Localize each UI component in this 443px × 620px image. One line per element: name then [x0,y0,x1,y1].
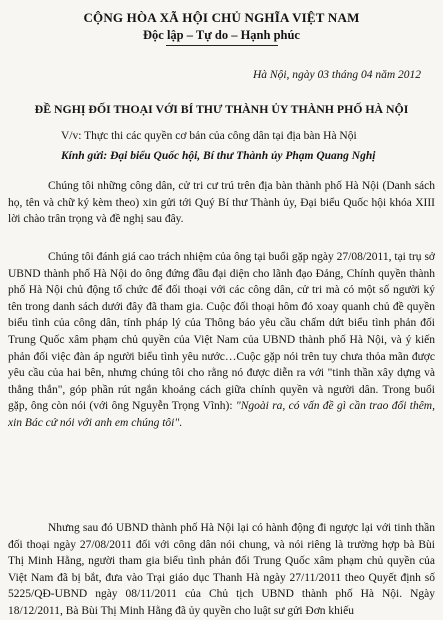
paragraph-followup: Nhưng sau đó UBND thành phố Hà Nội lại có hành động đi ngược lại với tinh thần đối thoại ngày 27/08/2011 đối với công dân nói chung, và nói riêng là trường hợp bà Bùi Thị Minh Hằng, người tham gia biểu tình phản đối Trung Quốc xâm phạm chủ quyền của Việt Nam đã bị bắt, đưa vào Trại giáo dục Thanh Hà ngày 27/11/2011 theo Quyết định số 5225/QĐ-UBND ngày 08/11/2011 của Chủ tịch UBND thành phố Hà Nội. Ngày 18/12/2011, Bà Bùi Thị Minh Hằng đã ủy quyền cho luật sư gửi Đơn khiếu [8,522,435,617]
header-underline [166,45,278,46]
date-line: Hà Nội, ngày 03 tháng 04 năm 2012 [252,69,421,81]
country-header: CỘNG HÒA XÃ HỘI CHỦ NGHĨA VIỆT NAM [83,10,360,25]
document-title: ĐỀ NGHỊ ĐỐI THOẠI VỚI BÍ THƯ THÀNH ỦY THÀNH PHỐ HÀ NỘI [34,102,409,116]
motto-header: Độc lập – Tự do – Hạnh phúc [143,28,300,42]
paragraph-intro: Chúng tôi những công dân, cử tri cư trú trên địa bàn thành phố Hà Nội (Danh sách họ, tên và chữ ký kèm theo) xin gửi tới Quý Bí thư Thành ủy, Đại biểu Quốc hội khóa XIII lời chào trân trọng và đề nghị sau đây. [8,180,435,226]
paragraph-meeting-quote: "Ngoài ra, có vấn đề gì cần trao đổi thêm, xin Bác cứ nói với anh em chúng tôi" [8,400,435,429]
recipient-line: Kính gửi: Đại biểu Quốc hội, Bí thư Thành ủy Phạm Quang Nghị [61,150,376,162]
paragraph-meeting-text: Chúng tôi đánh giá cao trách nhiệm của ông tại buổi gặp ngày 27/08/2011, tại trụ sở UBND thành phố Hà Nội do ông đứng đầu đại diện cho lãnh đạo Đảng, Chính quyền thành phố Hà Nội chủ động tổ chức để đối thoại với các công dân, cử tri mà có một số người ký tên trong danh sách dưới đây đã tham gia. Cuộc đối thoại hôm đó xoay quanh chủ đề quyền biểu tình của công dân, tính pháp lý của Thông báo yêu cầu chấm dứt biểu tình phản đối Trung Quốc xâm phạm chủ quyền của Việt Nam của UBND thành phố Hà Nội, và ý kiến phản đối việc đàn áp người biểu tình yêu nước…Cuộc gặp nói trên tuy chưa thỏa mãn được yêu cầu của hai bên, nhưng chúng tôi cho rằng nó được diễn ra với "tinh thần xây dựng và thẳng thắn", góp phần rút ngắn khoảng cách giữa chính quyền và người dân. Trong buổi gặp, ông còn nói (với ông Nguyễn Trọng Vĩnh): [8,251,435,413]
subject-line: V/v: Thực thi các quyền cơ bản của công dân tại địa bàn Hà Nội [61,130,357,142]
paragraph-meeting [8,249,435,432]
paragraph-meeting-end: . [179,416,183,429]
